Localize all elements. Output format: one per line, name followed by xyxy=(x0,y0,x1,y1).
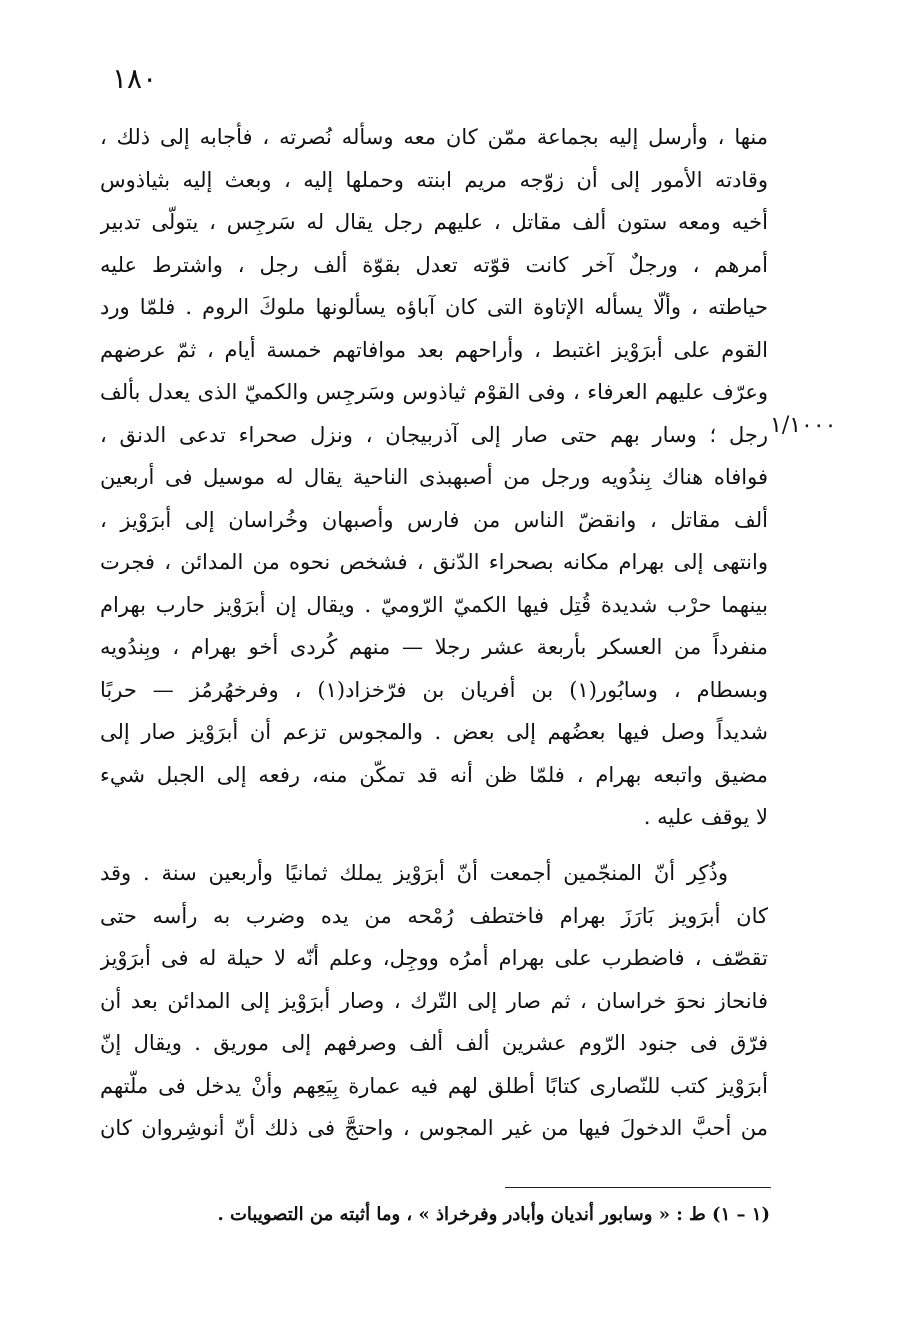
text-line: حياطته ، وألّا يسأله الإتاوة التى كان آباؤه يسألونها ملوكَ الروم . فلمّا ورد xyxy=(100,295,768,319)
text-line: شديداً وصل فيها بعضُهم إلى بعض . والمجوس تزعم أن أبرَوْيز صار إلى xyxy=(100,720,768,744)
text-line: أبرَوْيز كتب للنّصارى كتابًا أطلق لهم فيه عمارة بِيَعِهم وأنْ يدخل فى ملّتهم xyxy=(100,1073,768,1098)
page-number: ١٨٠ xyxy=(112,62,158,95)
text-line: وذُكِر أنّ المنجّمين أجمعت أنّ أبرَوْيز يملك ثمانيًا وأربعين سنة . وقد xyxy=(100,861,728,885)
text-line: منها ، وأرسل إليه بجماعة ممّن كان معه وسأله نُصرته ، فأجابه إلى ذلك ، xyxy=(100,125,768,149)
text-line: وقادته الأمور إلى أن زوّجه مريم ابنته وحملها إليه ، وبعث إليه بثياذوس xyxy=(100,167,768,192)
text-line: القوم على أبرَوْيز اغتبط ، وأراحهم بعد موافاتهم خمسة أيام ، ثمّ عرضهم xyxy=(100,337,768,362)
text-line: أخيه ومعه ستون ألف مقاتل ، عليهم رجل يقال له سَرجِس ، يتولّى تدبير xyxy=(100,210,768,234)
text-line: وانتهى إلى بهرام مكانه بصحراء الدّنق ، فشخص نحوه من المدائن ، فجرت xyxy=(100,550,768,574)
text-line: مضيق واتبعه بهرام ، فلمّا ظن أنه قد تمكّن منه، رفعه إلى الجبل شيء xyxy=(100,762,768,787)
text-line: كان أبرَويز بَارَزَ بهرام فاختطف رُمْحه من يده وضرب به رأسه حتى xyxy=(100,903,768,928)
text-line: منفرداً من العسكر بأربعة عشر رجلا — منهم كُردى أخو بهرام ، وبِندُويه xyxy=(100,635,768,659)
paragraph-1 xyxy=(100,116,768,839)
text-line: وبسطام ، وسابُور(١) بن أفريان بن فرّخزاد(١) ، وفرخهُرمُز — حربًا xyxy=(100,677,768,702)
text-line: من أحبَّ الدخولَ فيها من غير المجوس ، واحتجَّ فى ذلك أنّ أنوشِروان كان xyxy=(100,1116,768,1140)
text-line: فرّق فى جنود الرّوم عشرين ألف ألف وصرفهم إلى موريق . ويقال إنّ xyxy=(100,1031,768,1055)
text-line: وعرّف عليهم العرفاء ، وفى القوْم ثياذوس وسَرجِس والكميّ الذى يعدل بألف xyxy=(100,380,768,404)
text-line: أمرهم ، ورجلٌ آخر كانت قوّته تعدل بقوّة ألف رجل ، واشترط عليه xyxy=(100,252,768,277)
footnote-divider xyxy=(505,1187,771,1188)
text-line: ألف مقاتل ، وانقضّ الناس من فارس وأصبهان وخُراسان إلى أبرَوْيز ، xyxy=(100,507,768,532)
text-line: فوافاه هناك بِندُويه ورجل من أصبهبذى الناحية يقال له موسيل فى أربعين xyxy=(100,465,768,489)
footnote: (١ – ١) ط : « وسابور أنديان وأبادر وفرخراذ » ، وما أثبته من التصويبات . xyxy=(217,1204,770,1225)
text-line: لا يوقف عليه . xyxy=(643,805,768,829)
text-line: فانحاز نحوَ خراسان ، ثم صار إلى التّرك ، وصار أبرَوْيز إلى المدائن بعد أن xyxy=(100,988,768,1013)
paragraph-2 xyxy=(100,852,768,1150)
margin-reference: ١/١٠٠٠ xyxy=(770,413,837,438)
text-line: رجل ؛ وسار بهم حتى صار إلى آذربيجان ، ونزل صحراء تدعى الدنق ، xyxy=(100,422,768,447)
text-line: تقصّف ، فاضطرب على بهرام أمرُه ووجِل، وعلم أنّه لا حيلة له فى أبرَوْيز xyxy=(100,946,768,970)
text-line: بينهما حرْب شديدة قُتِل فيها الكميّ الرّوميّ . ويقال إن أبرَوْيز حارب بهرام xyxy=(100,592,768,617)
